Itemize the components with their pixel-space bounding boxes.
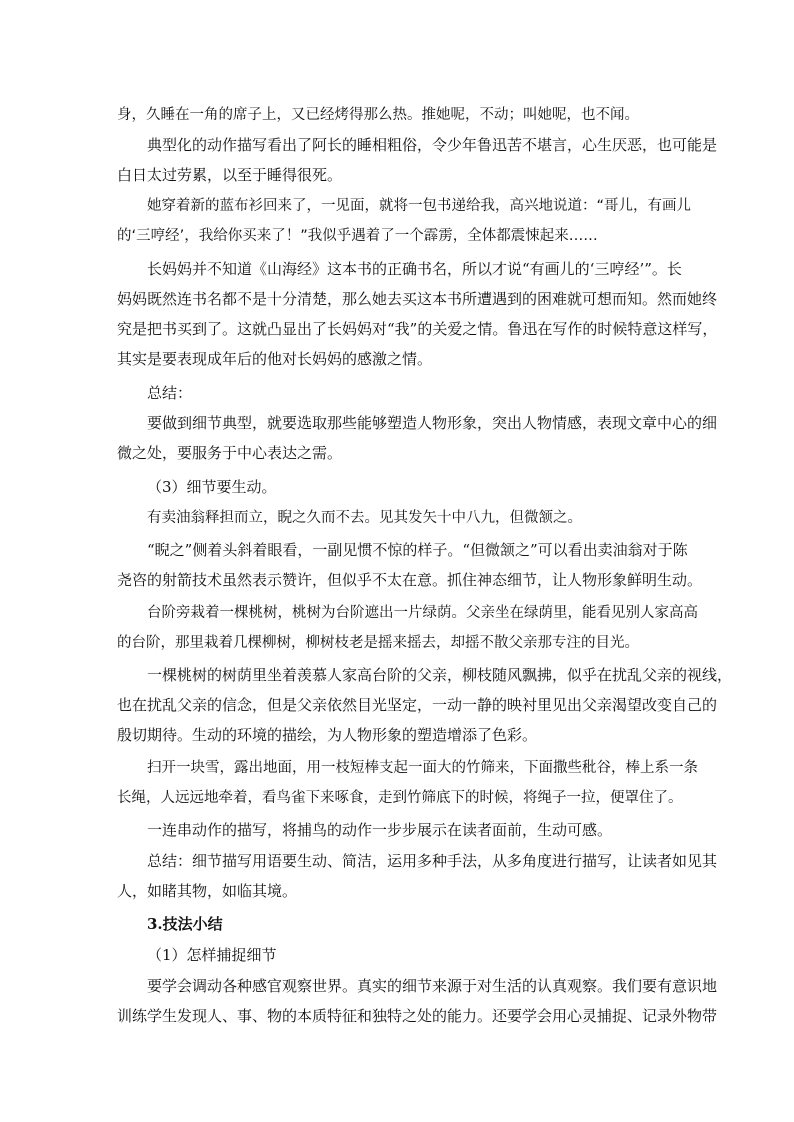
text-line: 长绳，人远远地牵着，看鸟雀下来啄食，走到竹筛底下的时候，将绳子一拉，便罩住了。 — [117, 790, 683, 806]
text-line: 总结： — [147, 384, 193, 402]
paragraph-analysis-oilseller — [117, 535, 703, 595]
text-line: “睨之”侧着头斜着眼看，一副见惯不惊的样子。“但微颔之”可以看出卖油翁对于陈 — [147, 541, 688, 559]
text-line: 白日太过劳累，以至于睡得很死。 — [117, 166, 343, 184]
text-line: 台阶旁栽着一棵桃树，桃树为台阶遮出一片绿荫。父亲坐在绿荫里，能看见别人家高高 — [147, 605, 698, 621]
text-line: 长妈妈并不知道《山海经》这本书的正确书名，所以才说“有画儿的‘三哼经’”。长 — [147, 260, 682, 278]
text-line: 人，如睹其物，如临其境。 — [117, 882, 298, 900]
paragraph-summary-vivid — [117, 846, 718, 906]
paragraph-analysis-sleep — [117, 130, 718, 190]
text-line: （3）细节要生动。 — [147, 478, 277, 496]
paragraph-quote-book — [117, 191, 692, 251]
text-line: 训练学生发现人、事、物的本质特征和独特之处的能力。还要学会用心灵捕捉、记录外物带 — [117, 1007, 718, 1025]
section-heading-technique-summary — [117, 909, 679, 939]
text-line: （1）怎样捕捉细节 — [147, 946, 277, 964]
text-line: 的‘三哼经’，我给你买来了！”我似乎遇着了一个霹雳，全体都震悚起来…… — [117, 228, 598, 244]
paragraph-quote-oilseller — [117, 503, 679, 533]
paragraph-quote-sleep — [117, 100, 679, 130]
text-line: 的台阶，那里栽着几棵柳树，柳树枝老是摇来摇去，却摇不散父亲那专注的目光。 — [117, 635, 639, 651]
paragraph-observe — [117, 971, 718, 1031]
paragraph-summary-typical — [117, 408, 718, 468]
text-line: 有卖油翁释担而立，睨之久而不去。见其发矢十中八九，但微颔之。 — [147, 510, 582, 526]
text-line: 妈妈既然连书名都不是十分清楚，那么她去买这本书所遭遇到的困难就可想而知。然而她终 — [117, 290, 718, 308]
text-line: 微之处，要服务于中心表达之需。 — [117, 444, 343, 462]
paragraph-quote-bird — [117, 753, 698, 813]
paragraph-analysis-bird — [117, 815, 679, 845]
text-line: 要做到细节典型，就要选取那些能够塑造人物形象，突出人物情感，表现文章中心的细 — [147, 414, 718, 432]
text-line: 典型化的动作描写看出了阿长的睡相粗俗，令少年鲁迅苦不堪言，心生厌恶，也可能是 — [147, 136, 718, 154]
text-line: 要学会调动各种感官观察世界。真实的细节来源于对生活的认真观察。我们要有意识地 — [147, 977, 718, 995]
paragraph-summary-label — [117, 378, 679, 408]
text-line: 她穿着新的蓝布衫回来了，一见面，就将一包书递给我，高兴地说道：“哥儿，有画儿 — [147, 198, 692, 214]
text-line: 扫开一块雪，露出地面，用一枝短棒支起一面大的竹筛来，下面撒些秕谷，棒上系一条 — [147, 760, 698, 776]
subheading-vivid — [117, 472, 679, 502]
text-line: 身，久睡在一角的席子上，又已经烤得那么热。推她呢，不动；叫她呢，也不闻。 — [117, 107, 639, 123]
paragraph-analysis-book — [117, 254, 718, 374]
text-line: 其实是要表现成年后的他对长妈妈的感激之情。 — [117, 350, 433, 368]
text-line: 总结：细节描写用语要生动、简洁，运用多种手法，从多角度进行描写，让读者如见其 — [147, 852, 718, 870]
text-line: 尧咨的射箭技术虽然表示赞许，但似乎不太在意。抓住神态细节，让人物形象鲜明生动。 — [117, 571, 703, 589]
text-line: 也在扰乱父亲的信念，但是父亲依然目光坚定，一动一静的映衬里见出父亲渴望改变自己的 — [117, 696, 718, 714]
text-line: 3.技法小结 — [147, 915, 223, 933]
paragraph-analysis-steps — [117, 660, 733, 750]
subheading-capture-detail — [117, 940, 679, 970]
text-line: 殷切期待。生动的环境的描绘，为人物形象的塑造增添了色彩。 — [117, 726, 538, 744]
text-line: 一棵桃树的树荫里坐着羡慕人家高台阶的父亲，柳枝随风飘拂，似乎在扰乱父亲的视线， — [147, 666, 733, 684]
paragraph-quote-steps — [117, 598, 698, 658]
text-line: 究是把书买到了。这就凸显出了长妈妈对“我”的关爱之情。鲁迅在写作的时候特意这样写， — [117, 320, 718, 338]
text-line: 一连串动作的描写，将捕鸟的动作一步步展示在读者面前，生动可感。 — [147, 821, 613, 839]
